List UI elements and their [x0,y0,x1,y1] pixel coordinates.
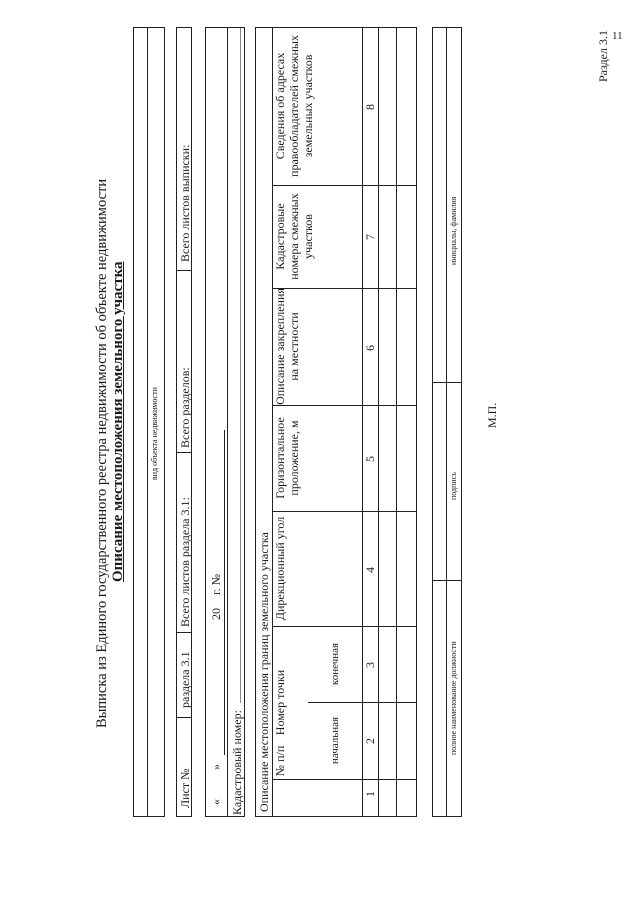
col-header-fixing: Описание закрепления на местности [273,288,301,405]
document-subtitle: Описание местоположения земельного участка [110,261,126,582]
total-sections-label: Всего разделов: [178,367,192,448]
total-sheets-extract-label: Всего листов выписки: [178,144,192,262]
date-quote-open: « [209,799,223,805]
page-number: 11 [612,30,623,42]
object-type-caption: вид объекта недвижимости [150,387,159,480]
cadastral-number-label: Кадастровый номер: [230,710,244,815]
col-number: 5 [363,456,377,462]
col-header-num: № п/п [273,745,287,777]
date-quote-close: » [209,764,223,770]
col-number: 7 [363,234,377,240]
signature-name-caption: инициалы, фамилия [449,196,458,265]
col-header-addresses: Сведения об адресах правообладателей смежных земельных участков [273,35,315,177]
sheet-no-label: Лист № [178,768,192,808]
date-cadastral-box [205,27,245,817]
col-header-neighbors: Кадастровые номера смежных участков [273,193,315,280]
date-year-suffix: г. № [209,573,223,595]
section-label: Раздел 3.1 [596,30,610,82]
date-year-prefix: 20 [209,608,223,620]
col-number: 1 [363,791,377,797]
col-number: 6 [363,345,377,351]
col-header-end: конечная [328,642,341,686]
total-sheets-section-label: Всего листов раздела 3.1: [178,497,192,627]
signature-caption: подпись [449,472,458,500]
col-header-direction-angle: Дирекционный угол [273,516,287,621]
col-number: 3 [363,662,377,668]
stamp-label: М.П. [485,402,499,428]
signature-position-caption: полное наименование должности [449,641,458,755]
col-header-horizontal: Горизонтальное проложение, м [273,417,301,499]
section-sheet-label: раздела 3.1 [178,651,192,708]
col-header-start: начальная [328,716,341,765]
col-number: 4 [363,567,377,573]
cadastral-number-value-line [240,28,241,703]
col-header-point-number: Номер точки [273,669,287,736]
col-number: 8 [363,104,377,110]
object-type-box [133,27,165,817]
document-title: Выписка из Единого государственного реестра недвижимости об объекте недвижимости [94,178,110,728]
col-number: 2 [363,738,377,744]
boundary-table-caption: Описание местоположения границ земельного участка [257,532,271,812]
